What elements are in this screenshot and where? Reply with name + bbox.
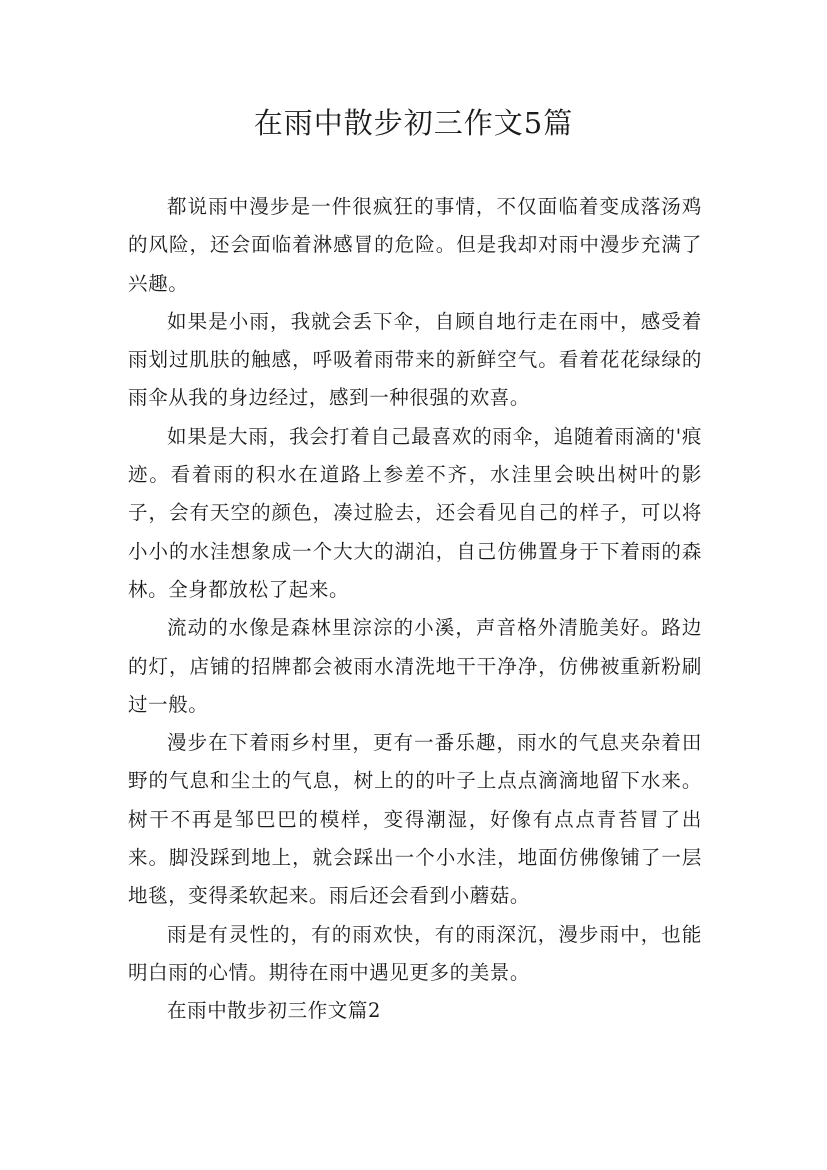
paragraph-1: 都说雨中漫步是一件很疯狂的事情，不仅面临着变成落汤鸡的风险，还会面临着淋感冒的危险。但是我却对雨中漫步充满了兴趣。 — [128, 195, 702, 295]
paragraph-5: 漫步在下着雨乡村里，更有一番乐趣，雨水的气息夹杂着田野的气息和尘土的气息，树上的的叶子上点点滴滴地留下水来。树干不再是邹巴巴的模样，变得潮湿，好像有点点青苔冒了出来。脚没踩到地上，就会踩出一个小水洼，地面仿佛像铺了一层地毯，变得柔软起来。雨后还会看到小蘑菇。 — [128, 731, 702, 908]
paragraph-6: 雨是有灵性的，有的雨欢快，有的雨深沉，漫步雨中，也能明白雨的心情。期待在雨中遇见更多的美景。 — [128, 922, 702, 984]
section-heading-2: 在雨中散步初三作文篇2 — [167, 999, 382, 1023]
paragraph-2: 如果是小雨，我就会丢下伞，自顾自地行走在雨中，感受着雨划过肌肤的触感，呼吸着雨带来的新鲜空气。看着花花绿绿的雨伞从我的身边经过，感到一种很强的欢喜。 — [128, 309, 702, 410]
paragraph-3: 如果是大雨，我会打着自己最喜欢的雨伞，追随着雨滴的'痕迹。看着雨的积水在道路上参差不齐，水洼里会映出树叶的影子，会有天空的颜色，凑过脸去，还会看见自己的样子，可以将小小的水洼想象成一个大大的湖泊，自己仿佛置身于下着雨的森林。全身都放松了起来。 — [128, 424, 702, 601]
paragraph-4: 流动的水像是森林里淙淙的小溪，声音格外清脆美好。路边的灯，店铺的招牌都会被雨水清洗地干干净净，仿佛被重新粉刷过一般。 — [128, 616, 702, 716]
document-body — [128, 188, 702, 1031]
document-title: 在雨中散步初三作文5篇 — [253, 106, 574, 140]
